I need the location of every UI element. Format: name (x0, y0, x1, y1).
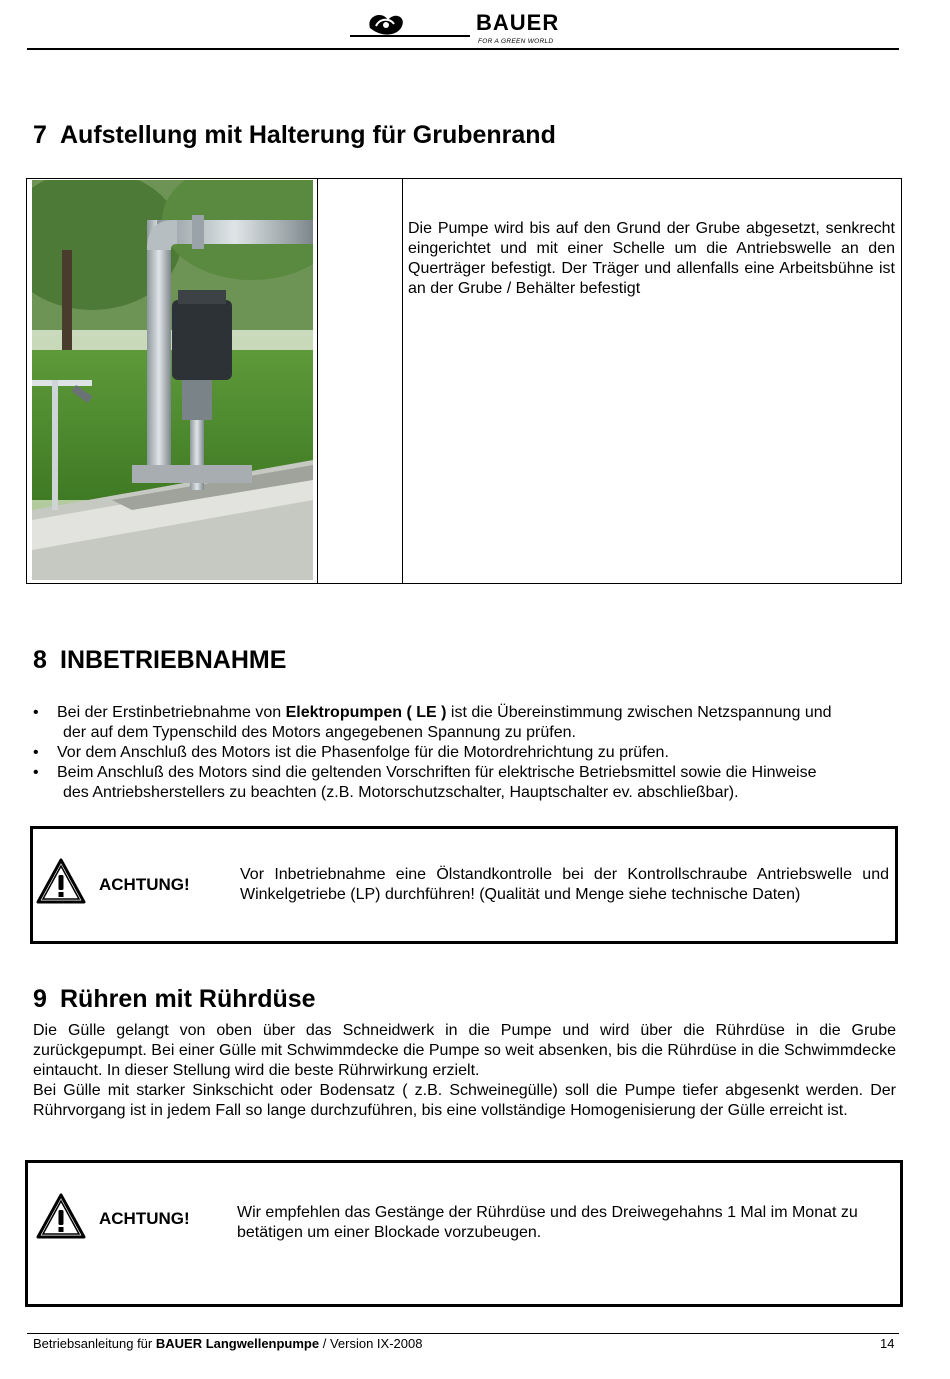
header-rule (27, 48, 899, 50)
table-divider (402, 178, 403, 584)
section-title: INBETRIEBNAHME (60, 646, 287, 674)
bullet-continuation: des Antriebsherstellers zu beachten (z.B. Motorschutzschalter, Hauptschalter ev. abschließbar). (63, 784, 739, 801)
bullet-icon: • (33, 764, 39, 781)
section-number: 8 (33, 646, 47, 674)
logo-slogan: FOR A GREEN WORLD (478, 38, 554, 45)
paragraph: Die Gülle gelangt von oben über das Schneidwerk in die Pumpe und wird über die Rührdüse in die Grube zurückgepumpt. Bei einer Gülle mit Schwimmdecke die Pumpe so weit absenken, bis die Rührdüse in die Schwimmdecke eintaucht. In dieser Stellung wird die beste Rührwirkung erzielt. (33, 1022, 896, 1079)
section-9-body (33, 1021, 896, 1121)
warning-triangle-icon (36, 1193, 86, 1239)
section-9-heading (33, 985, 316, 1014)
warning-label: ACHTUNG! (99, 1209, 190, 1228)
footer-prefix: Betriebsanleitung für (33, 1336, 156, 1351)
list-item (33, 703, 899, 743)
bullet-text: ist die Übereinstimmung zwischen Netzspannung und (446, 704, 832, 721)
bullet-list (33, 703, 899, 803)
logo-brand-text: BAUER (476, 10, 560, 35)
warning-text: Wir empfehlen das Gestänge der Rührdüse und des Dreiwegehahns 1 Mal im Monat zu betätigen um einer Blockade vorzubeugen. (237, 1204, 858, 1241)
footer-text (33, 1336, 422, 1351)
section-title: Aufstellung mit Halterung für Grubenrand (60, 121, 556, 149)
footer-rule (27, 1333, 899, 1334)
section-number: 7 (33, 121, 47, 149)
section-7-text: Die Pumpe wird bis auf den Grund der Grube abgesetzt, senkrecht eingerichtet und mit einer Schelle um die Antriebswelle an den Querträger befestigt. Der Träger und allenfalls eine Arbeitsbühne ist an der Grube / Behälter befestigt (408, 220, 895, 297)
section-number: 9 (33, 985, 47, 1013)
bullet-continuation: der auf dem Typenschild des Motors angegebenen Spannung zu prüfen. (63, 724, 576, 741)
bullet-text: Vor dem Anschluß des Motors ist die Phasenfolge für die Motordrehrichtung zu prüfen. (57, 744, 669, 761)
section-8-heading (33, 646, 286, 675)
bullet-text: Bei der Erstinbetriebnahme von (57, 704, 286, 721)
bullet-icon: • (33, 744, 39, 761)
bullet-text: Beim Anschluß des Motors sind die geltenden Vorschriften für elektrische Betriebsmittel sowie die Hinweise (57, 764, 817, 781)
list-item (33, 763, 899, 803)
warning-label: ACHTUNG! (99, 875, 190, 894)
paragraph: Bei Gülle mit starker Sinkschicht oder Bodensatz ( z.B. Schweinegülle) soll die Pumpe tiefer abgesenkt werden. Der Rührvorgang ist in jedem Fall so lange durchzuführen, bis eine vollständige Homogenisierung der Gülle erreicht ist. (33, 1082, 896, 1119)
bullet-icon: • (33, 704, 39, 721)
table-divider (317, 178, 318, 584)
footer-version: / Version IX-2008 (319, 1336, 423, 1351)
section-7-heading (33, 121, 556, 150)
warning-text: Vor Inbetriebnahme eine Ölstandkontrolle bei der Kontrollschraube Antriebswelle und Winkelgetriebe (LP) durchführen! (Qualität und Menge siehe technische Daten) (240, 866, 889, 903)
section-title: Rühren mit Rührdüse (60, 985, 316, 1013)
pump-installation-photo (32, 180, 313, 580)
page-number: 14 (880, 1336, 895, 1351)
footer-product: BAUER Langwellenpumpe (155, 1336, 320, 1351)
warning-triangle-icon (36, 858, 86, 904)
list-item (33, 743, 899, 763)
bullet-bold-text: Elektropumpen ( LE ) (285, 704, 447, 721)
